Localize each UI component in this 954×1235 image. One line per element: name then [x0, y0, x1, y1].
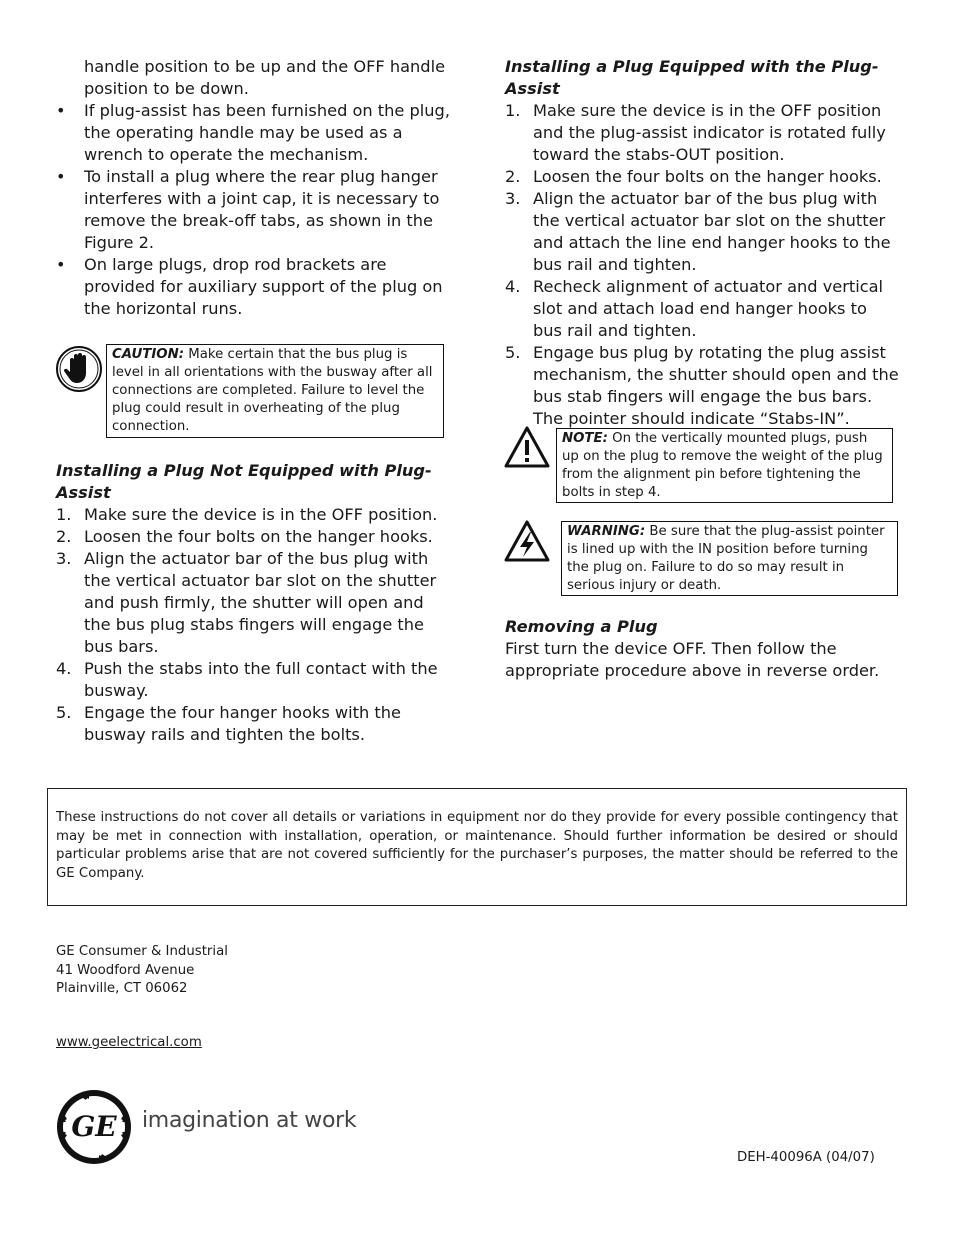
- steps-list: [505, 100, 900, 430]
- step-item: [56, 548, 451, 658]
- step-text: Loosen the four bolts on the hanger hooks.: [533, 167, 882, 186]
- warning-text: Be sure that the plug-assist pointer is lined up with the IN position before turning the plug on. Failure to do so may result in serious injury or death.: [567, 524, 885, 593]
- step-text: Loosen the four bolts on the hanger hooks.: [84, 527, 433, 546]
- section-title: Installing a Plug Not Equipped with Plug-Assist: [56, 461, 432, 502]
- section-title: Removing a Plug: [505, 617, 658, 636]
- step-item: [505, 276, 900, 342]
- left-section-plug-without-assist: [56, 460, 451, 746]
- step-text: Align the actuator bar of the bus plug with the vertical actuator bar slot on the shutter and push firmly, the shutter will open and the bus plug stabs fingers will engage the bus bars.: [84, 549, 437, 656]
- company-name: GE Consumer & Industrial: [56, 944, 228, 959]
- step-text: Push the stabs into the full contact with the busway.: [84, 659, 438, 700]
- continued-text: handle position to be up and the OFF handle position to be down.: [84, 57, 446, 98]
- step-number: 5.: [505, 343, 521, 362]
- company-address: [56, 943, 228, 999]
- step-item: [56, 504, 451, 526]
- step-item: [56, 658, 451, 702]
- caution-text: Make certain that the bus plug is level in all orientations with the busway after all connections are completed. Failure to level the plug could result in overheating of the plug connection.: [112, 347, 433, 434]
- right-column: [505, 56, 900, 430]
- note-box: [556, 428, 893, 503]
- removing-text: First turn the device OFF. Then follow the appropriate procedure above in reverse order.: [505, 639, 880, 680]
- bullet-list: [56, 100, 451, 320]
- removing-section: [505, 616, 900, 682]
- step-item: [505, 342, 900, 430]
- step-number: 1.: [505, 101, 521, 120]
- step-number: 2.: [56, 527, 72, 546]
- bullet-item: • To install a plug where the rear plug hanger interferes with a joint cap, it is necessary to remove the break-off tabs, as shown in the Figure 2.: [56, 166, 451, 254]
- step-text: Make sure the device is in the OFF position.: [84, 505, 438, 524]
- step-item: [505, 166, 900, 188]
- step-number: 1.: [56, 505, 72, 524]
- street-address: 41 Woodford Avenue: [56, 962, 195, 978]
- left-column: [56, 56, 451, 320]
- caution-label: CAUTION:: [112, 347, 185, 362]
- note-text: On the vertically mounted plugs, push up on the plug to remove the weight of the plug from the alignment pin before tightening the bolts in step 4.: [562, 431, 883, 500]
- step-text: Engage bus plug by rotating the plug assist mechanism, the shutter should open and the bus stab fingers will engage the bus bars. The pointer should indicate “Stabs-IN”.: [533, 343, 899, 428]
- step-number: 4.: [56, 659, 72, 678]
- svg-text:GE: GE: [71, 1110, 117, 1143]
- step-item: [56, 702, 451, 746]
- step-text: Recheck alignment of actuator and vertical slot and attach load end hanger hooks to bus rail and tighten.: [533, 277, 884, 340]
- steps-list: [56, 504, 451, 746]
- step-item: [505, 100, 900, 166]
- section-title: Installing a Plug Equipped with the Plug-Assist: [505, 57, 879, 98]
- step-text: Engage the four hanger hooks with the busway rails and tighten the bolts.: [84, 703, 401, 744]
- exclamation-triangle-icon: [504, 426, 550, 468]
- warning-label: WARNING:: [567, 524, 646, 539]
- note-label: NOTE:: [562, 431, 608, 446]
- warning-box: [561, 521, 898, 596]
- caution-box: [106, 344, 444, 438]
- step-number: 5.: [56, 703, 72, 722]
- step-item: [56, 526, 451, 548]
- step-item: [505, 188, 900, 276]
- disclaimer-box: These instructions do not cover all details or variations in equipment nor do they provide for every possible contingency that may be met in connection with installation, operation, or maintenance. Should further information be desired or should particular problems arise that are not covered sufficiently for the purchaser’s purposes, the matter should be referred to the GE Company.: [47, 788, 907, 906]
- bullet-item: • On large plugs, drop rod brackets are provided for auxiliary support of the plug on the horizontal runs.: [56, 254, 451, 320]
- bullet-item: • If plug-assist has been furnished on the plug, the operating handle may be used as a wrench to operate the mechanism.: [56, 100, 451, 166]
- electrical-hazard-icon: [504, 520, 550, 562]
- step-number: 3.: [505, 189, 521, 208]
- step-number: 3.: [56, 549, 72, 568]
- step-text: Make sure the device is in the OFF position and the plug-assist indicator is rotated fully toward the stabs-OUT position.: [533, 101, 886, 164]
- document-number: DEH-40096A (04/07): [737, 1150, 875, 1165]
- ge-monogram-logo: [55, 1088, 133, 1166]
- city-state-zip: Plainville, CT 06062: [56, 981, 188, 996]
- step-text: Align the actuator bar of the bus plug with the vertical actuator bar slot on the shutter and attach the line end hanger hooks to the bus rail and tighten.: [533, 189, 891, 274]
- step-number: 2.: [505, 167, 521, 186]
- step-number: 4.: [505, 277, 521, 296]
- stop-hand-icon: [55, 345, 103, 393]
- website-link[interactable]: www.geelectrical.com: [56, 1035, 202, 1050]
- logo-tagline: imagination at work: [142, 1108, 357, 1133]
